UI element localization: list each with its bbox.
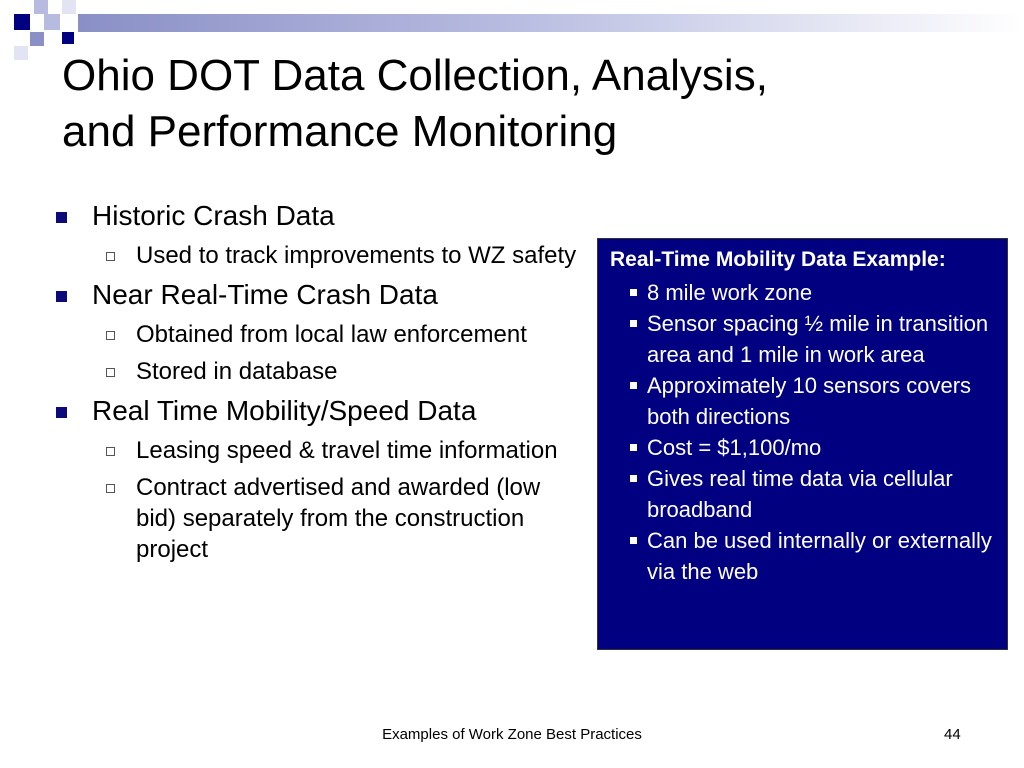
callout-item: Can be used internally or externally via the web <box>610 525 997 587</box>
decor-square <box>30 32 44 46</box>
square-bullet-icon <box>630 537 637 544</box>
square-bullet-icon <box>56 407 67 418</box>
decor-square <box>62 0 76 14</box>
callout-item: Cost = $1,100/mo <box>610 432 997 463</box>
square-bullet-icon <box>630 320 637 327</box>
slide-title <box>62 48 962 160</box>
square-bullet-icon <box>630 475 637 482</box>
title-line-2: and Performance Monitoring <box>62 107 618 156</box>
title-line-1: Ohio DOT Data Collection, Analysis, <box>62 51 768 100</box>
header-gradient-bar <box>78 14 1024 32</box>
hollow-square-bullet-icon <box>106 447 115 456</box>
decor-square <box>14 46 28 60</box>
hollow-square-bullet-icon <box>106 484 115 493</box>
sub-bullet-item: Stored in database <box>62 356 577 387</box>
callout-item: 8 mile work zone <box>610 277 997 308</box>
square-bullet-icon <box>630 444 637 451</box>
square-bullet-icon <box>630 382 637 389</box>
callout-heading: Real-Time Mobility Data Example: <box>610 248 946 271</box>
bullet-item: Near Real-Time Crash Data <box>62 277 577 313</box>
sub-bullet-item: Contract advertised and awarded (low bid) separately from the construction project <box>62 472 577 565</box>
slide-footer: Examples of Work Zone Best Practices <box>382 726 642 743</box>
sub-bullet-item: Obtained from local law enforcement <box>62 319 577 350</box>
sub-bullet-item: Leasing speed & travel time information <box>62 435 577 466</box>
callout-item: Approximately 10 sensors covers both directions <box>610 370 997 432</box>
hollow-square-bullet-icon <box>106 331 115 340</box>
decor-square <box>62 32 74 44</box>
bullet-item: Real Time Mobility/Speed Data <box>62 393 577 429</box>
page-number: 44 <box>944 726 961 743</box>
bullet-list <box>62 198 577 571</box>
hollow-square-bullet-icon <box>106 252 115 261</box>
square-bullet-icon <box>630 289 637 296</box>
hollow-square-bullet-icon <box>106 368 115 377</box>
bullet-item: Historic Crash Data <box>62 198 577 234</box>
decor-square <box>34 0 48 14</box>
callout-item: Sensor spacing ½ mile in transition area and 1 mile in work area <box>610 308 997 370</box>
square-bullet-icon <box>56 291 67 302</box>
callout-box <box>597 238 1008 650</box>
decor-square <box>44 14 60 30</box>
square-bullet-icon <box>56 212 67 223</box>
callout-list <box>610 277 997 587</box>
sub-bullet-item: Used to track improvements to WZ safety <box>62 240 577 271</box>
callout-item: Gives real time data via cellular broadband <box>610 463 997 525</box>
decor-square <box>14 14 30 30</box>
